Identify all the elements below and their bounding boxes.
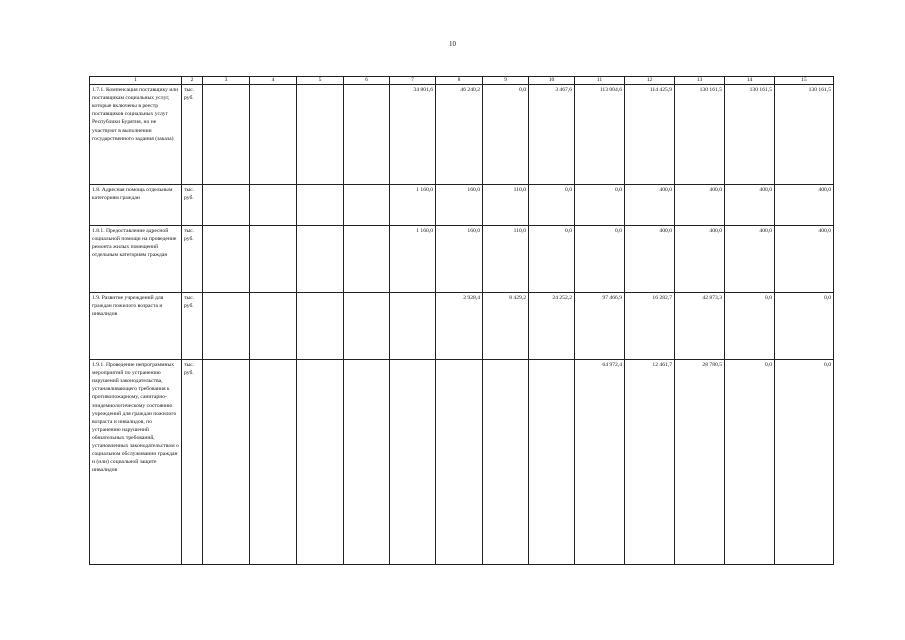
cell-value: [203, 226, 250, 293]
table-row: [90, 360, 834, 565]
column-header: 8: [436, 77, 483, 85]
row-unit: тыс. руб.: [182, 226, 203, 293]
cell-value: 110,0: [483, 226, 529, 293]
row-name: 1.8. Адресная помощь отдельным категориям граждан: [90, 185, 182, 226]
row-name: 1.9.1. Проведение непрограммных мероприятий по устранению нарушений законодательства, устанавливающего требования к противопожарному, санитарно-эпидемиологическому состоянию учреждений для граждан пожилого возраста и инвалидов, по устранению нарушений обязательных требований, установленных законодательством о социальном обслуживании граждан и (или) социальной защите инвалидов: [90, 360, 182, 565]
cell-value: 400,0: [675, 226, 725, 293]
page-number: 10: [449, 40, 456, 48]
row-unit: тыс. руб.: [182, 185, 203, 226]
column-header: 15: [775, 77, 834, 85]
cell-value: 0,0: [775, 360, 834, 565]
cell-value: [250, 293, 297, 360]
row-unit: тыс. руб.: [182, 360, 203, 565]
cell-value: [529, 360, 575, 565]
cell-value: 0,0: [725, 360, 775, 565]
cell-value: [344, 85, 390, 185]
cell-value: [344, 226, 390, 293]
cell-value: [344, 293, 390, 360]
cell-value: [203, 85, 250, 185]
cell-value: 0,0: [775, 293, 834, 360]
column-header: 5: [297, 77, 344, 85]
cell-value: 8 429,2: [483, 293, 529, 360]
row-name: 1.9. Развитие учреждений для граждан пожилого возраста и инвалидов: [90, 293, 182, 360]
column-header: 2: [182, 77, 203, 85]
column-header: 11: [575, 77, 625, 85]
row-name: 1.8.1. Предоставление адресной социальной помощи на проведение ремонта жилых помещений отдельным категориям граждан: [90, 226, 182, 293]
cell-value: [483, 360, 529, 565]
cell-value: [344, 360, 390, 565]
cell-value: 64 972,4: [575, 360, 625, 565]
cell-value: 12 461,7: [625, 360, 675, 565]
cell-value: 400,0: [775, 226, 834, 293]
cell-value: [390, 360, 436, 565]
cell-value: [297, 85, 344, 185]
cell-value: 46 240,2: [436, 85, 483, 185]
cell-value: 24 252,2: [529, 293, 575, 360]
column-header: 14: [725, 77, 775, 85]
cell-value: [297, 360, 344, 565]
column-header: 3: [203, 77, 250, 85]
cell-value: 42 873,3: [675, 293, 725, 360]
cell-value: 2 928,4: [436, 293, 483, 360]
cell-value: [297, 185, 344, 226]
column-header: 12: [625, 77, 675, 85]
cell-value: [250, 360, 297, 565]
cell-value: 113 004,6: [575, 85, 625, 185]
cell-value: [250, 226, 297, 293]
cell-value: 400,0: [625, 185, 675, 226]
table-row: [90, 293, 834, 360]
column-header: 13: [675, 77, 725, 85]
cell-value: 400,0: [625, 226, 675, 293]
cell-value: 130 161,5: [675, 85, 725, 185]
cell-value: 400,0: [725, 226, 775, 293]
row-name: 1.7.1. Компенсация поставщику или поставщикам социальных услуг, которые включены в реестр поставщиков социальных услуг Республики Бурятия, но не участвуют в выполнении государственного задания (заказа): [90, 85, 182, 185]
cell-value: 400,0: [725, 185, 775, 226]
cell-value: 0,0: [725, 293, 775, 360]
cell-value: 1 160,0: [390, 226, 436, 293]
cell-value: [250, 85, 297, 185]
cell-value: 3 467,6: [529, 85, 575, 185]
cell-value: 97 466,9: [575, 293, 625, 360]
cell-value: 110,0: [483, 185, 529, 226]
cell-value: 160,0: [436, 226, 483, 293]
cell-value: 160,0: [436, 185, 483, 226]
row-unit: тыс. руб.: [182, 85, 203, 185]
row-unit: тыс. руб.: [182, 293, 203, 360]
header-row: [90, 77, 834, 85]
column-header: 1: [90, 77, 182, 85]
cell-value: 130 161,5: [725, 85, 775, 185]
cell-value: 0,0: [575, 185, 625, 226]
cell-value: 1 160,0: [390, 185, 436, 226]
cell-value: 114 425,9: [625, 85, 675, 185]
cell-value: [297, 226, 344, 293]
table-row: [90, 185, 834, 226]
cell-value: [203, 360, 250, 565]
cell-value: [436, 360, 483, 565]
cell-value: 0,0: [529, 185, 575, 226]
column-header: 6: [344, 77, 390, 85]
cell-value: 34 801,6: [390, 85, 436, 185]
budget-table: [89, 76, 834, 565]
cell-value: 400,0: [775, 185, 834, 226]
cell-value: 130 161,5: [775, 85, 834, 185]
cell-value: [203, 293, 250, 360]
cell-value: [344, 185, 390, 226]
cell-value: 28 780,5: [675, 360, 725, 565]
column-header: 7: [390, 77, 436, 85]
cell-value: [250, 185, 297, 226]
cell-value: 0,0: [575, 226, 625, 293]
cell-value: 400,0: [675, 185, 725, 226]
cell-value: 0,0: [529, 226, 575, 293]
table-row: [90, 226, 834, 293]
column-header: 4: [250, 77, 297, 85]
column-header: 10: [529, 77, 575, 85]
table-row: [90, 85, 834, 185]
cell-value: [203, 185, 250, 226]
cell-value: 0,0: [483, 85, 529, 185]
cell-value: 16 282,7: [625, 293, 675, 360]
cell-value: [297, 293, 344, 360]
cell-value: [390, 293, 436, 360]
column-header: 9: [483, 77, 529, 85]
